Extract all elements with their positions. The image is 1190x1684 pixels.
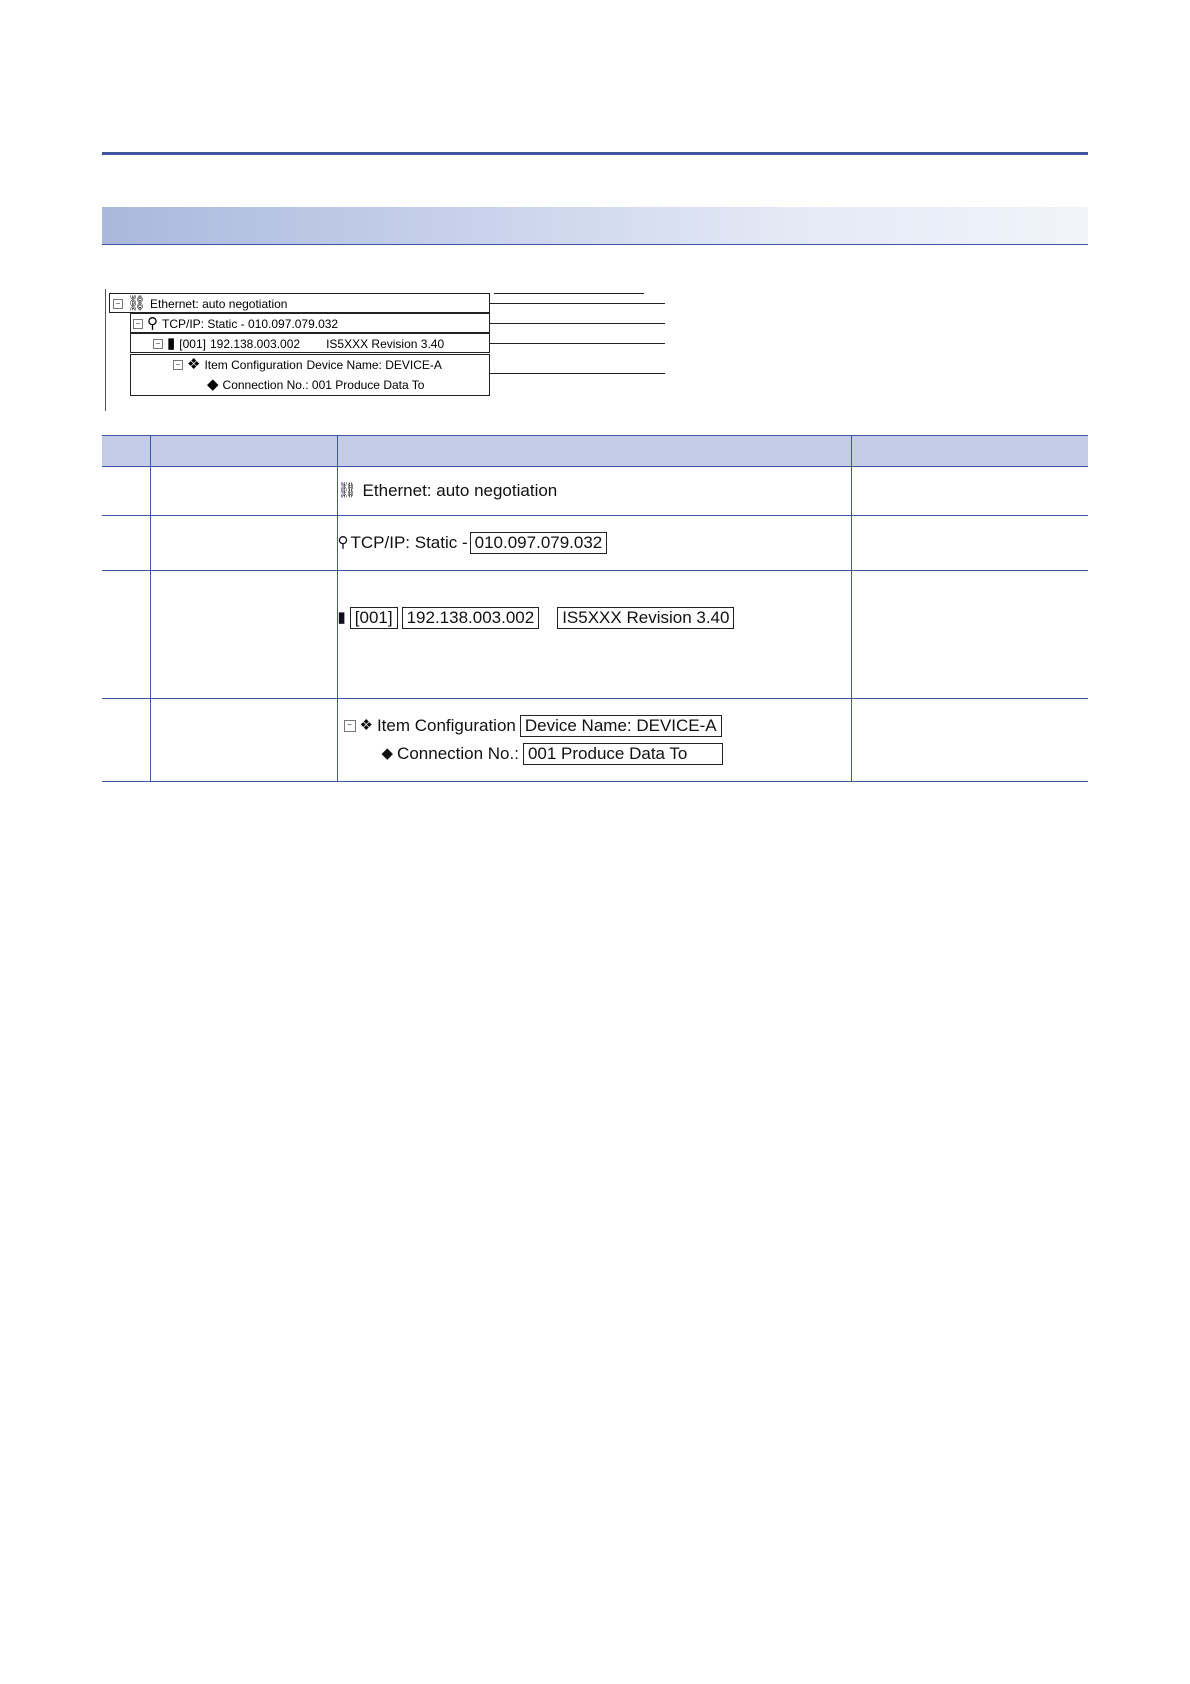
device-ip-box: 192.138.003.002	[402, 607, 540, 629]
device-name-box: Device Name: DEVICE-A	[520, 715, 722, 737]
display-cell	[337, 516, 851, 571]
tree-left-line	[105, 289, 106, 411]
collapse-icon[interactable]: −	[133, 319, 143, 329]
header-reference	[851, 436, 1088, 467]
tree-row-tcpip[interactable]	[133, 315, 338, 333]
reference-cell	[851, 516, 1088, 571]
node-number-box: [001]	[350, 607, 398, 629]
tree-row-connection[interactable]	[207, 376, 424, 394]
connection-value-box: 001 Produce Data To	[523, 743, 723, 765]
item-config-text: Item Configuration	[376, 716, 516, 735]
leader-line	[490, 323, 665, 324]
tcpip-icon: ⚲	[337, 534, 349, 551]
table-row	[102, 516, 1088, 571]
leader-line	[494, 293, 644, 294]
connection-label: Connection No.:	[397, 744, 519, 763]
tree-connection-label: Connection No.: 001 Produce Data To	[222, 378, 425, 392]
table-row	[102, 467, 1088, 516]
tree-item-config-label: Item Configuration	[204, 358, 303, 372]
tree-row-ethernet[interactable]	[113, 295, 287, 313]
tcpip-address-box: 010.097.079.032	[470, 532, 608, 554]
tcpip-prefix: TCP/IP: Static -	[350, 533, 468, 552]
revision-box: IS5XXX Revision 3.40	[557, 607, 734, 629]
item-cell	[150, 571, 337, 699]
table-header-row	[102, 436, 1088, 467]
connection-icon: ◆	[207, 376, 219, 393]
tree-device-revision: IS5XXX Revision 3.40	[326, 337, 445, 351]
reference-cell	[851, 467, 1088, 516]
leader-line	[490, 303, 665, 304]
connection-icon: ◆	[381, 745, 394, 762]
row-number-cell	[102, 699, 150, 782]
reference-cell	[851, 571, 1088, 699]
reference-cell	[851, 699, 1088, 782]
row-number-cell	[102, 467, 150, 516]
tree-device-ip: 192.138.003.002	[209, 337, 301, 351]
item-cell	[150, 467, 337, 516]
row-number-cell	[102, 516, 150, 571]
tcpip-icon: ⚲	[147, 315, 158, 332]
config-tree-figure	[105, 289, 665, 411]
header-item	[150, 436, 337, 467]
item-config-icon: ❖	[187, 356, 201, 373]
display-cell	[337, 467, 851, 516]
leader-line	[490, 373, 665, 374]
ethernet-icon: ⛓	[337, 482, 357, 499]
collapse-icon[interactable]: −	[153, 339, 163, 349]
tree-device-name: Device Name: DEVICE-A	[306, 358, 442, 372]
top-rule	[102, 152, 1088, 155]
tree-device-node: [001]	[179, 337, 206, 351]
item-config-icon: ❖	[359, 717, 373, 734]
tree-row-device[interactable]	[153, 335, 444, 353]
collapse-icon[interactable]: −	[344, 720, 356, 732]
collapse-icon[interactable]: −	[113, 299, 123, 309]
section-heading-band	[102, 207, 1088, 244]
header-display	[337, 436, 851, 467]
tree-row-item-config[interactable]	[173, 356, 442, 374]
device-icon: ▮	[337, 609, 346, 626]
item-cell	[150, 516, 337, 571]
table-row	[102, 699, 1088, 782]
tree-tcpip-label: TCP/IP: Static - 010.097.079.032	[162, 317, 339, 331]
display-cell	[337, 571, 851, 699]
table-row	[102, 571, 1088, 699]
section-heading-rule	[102, 244, 1088, 245]
description-table	[102, 435, 1088, 782]
collapse-icon[interactable]: −	[173, 360, 183, 370]
item-cell	[150, 699, 337, 782]
leader-line	[490, 343, 665, 344]
tree-ethernet-label: Ethernet: auto negotiation	[150, 297, 288, 311]
header-no	[102, 436, 150, 467]
ethernet-icon: ⛓	[127, 295, 147, 312]
display-cell	[337, 699, 851, 782]
row-number-cell	[102, 571, 150, 699]
device-icon: ▮	[167, 335, 176, 352]
ethernet-text: Ethernet: auto negotiation	[362, 481, 558, 500]
